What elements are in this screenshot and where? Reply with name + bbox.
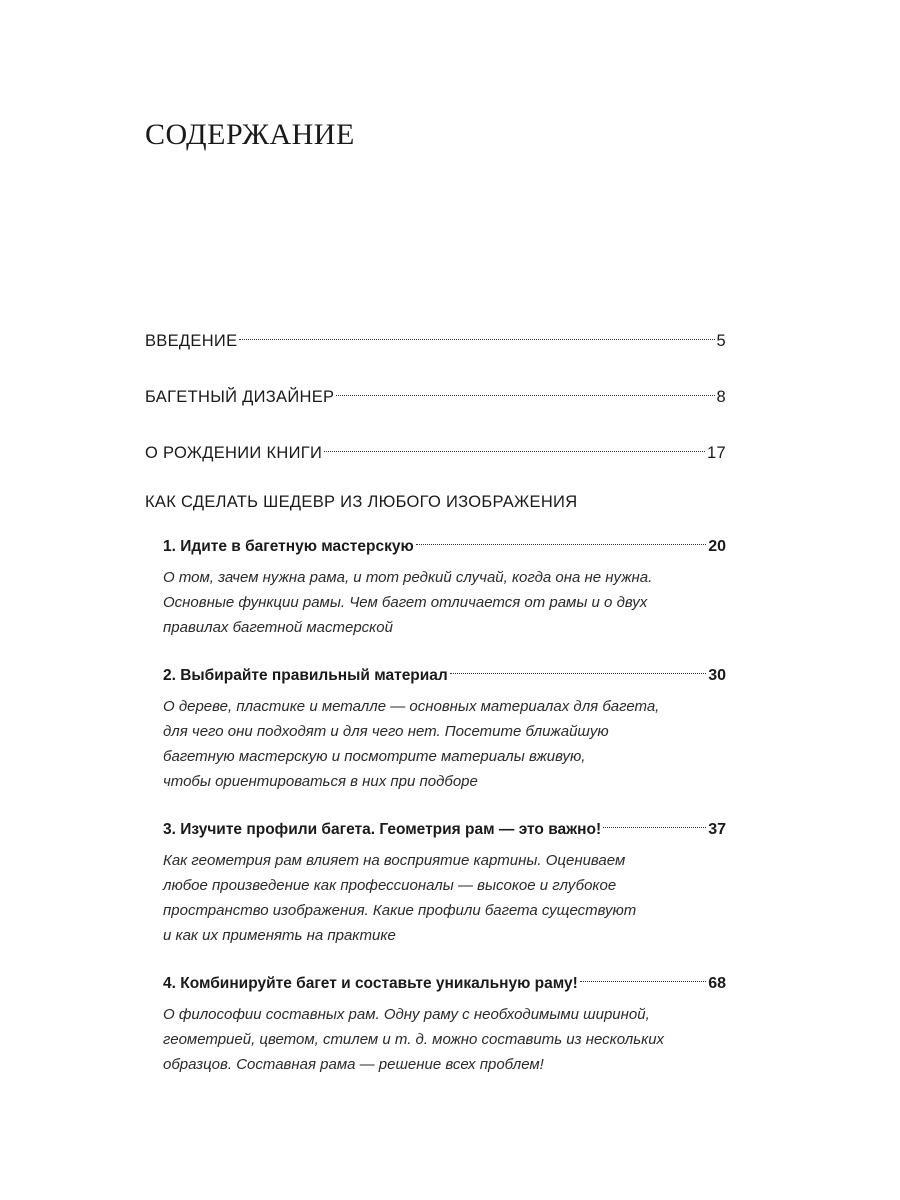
chapter-2 <box>163 656 726 794</box>
description-line: пространство изображения. Какие профили багета существуют <box>163 902 637 919</box>
toc-entry-label: БАГЕТНЫЙ ДИЗАЙНЕР <box>145 388 335 406</box>
chapter-title-row[interactable] <box>163 527 726 559</box>
description-line: правилах багетной мастерской <box>163 619 393 636</box>
chapter-page-number: 30 <box>708 667 726 684</box>
dot-leader <box>580 964 706 988</box>
toc-entry-label: О РОЖДЕНИИ КНИГИ <box>145 444 323 462</box>
toc-entry-book-birth[interactable] <box>145 434 726 465</box>
toc-entry-introduction[interactable] <box>145 322 726 353</box>
description-line: Основные функции рамы. Чем багет отличается от рамы и о двух <box>163 594 648 611</box>
description-line: О философии составных рам. Одну раму с необходимыми шириной, <box>163 1006 650 1023</box>
section-heading: КАК СДЕЛАТЬ ШЕДЕВР ИЗ ЛЮБОГО ИЗОБРАЖЕНИЯ <box>145 493 578 511</box>
dot-leader <box>336 378 714 402</box>
table-of-contents <box>145 322 726 1093</box>
chapter-list <box>163 527 726 1077</box>
description-line: геометрией, цветом, стилем и т. д. можно составить из нескольких <box>163 1031 665 1048</box>
toc-entry-label: ВВЕДЕНИЕ <box>145 332 238 350</box>
chapter-title-row[interactable] <box>163 656 726 688</box>
description-line: О том, зачем нужна рама, и тот редкий случай, когда она не нужна. <box>163 569 653 586</box>
description-line: образцов. Составная рама — решение всех проблем! <box>163 1056 544 1073</box>
description-line: для чего они подходят и для чего нет. Посетите ближайшую <box>163 723 609 740</box>
description-line: багетную мастерскую и посмотрите материалы вживую, <box>163 748 586 765</box>
dot-leader <box>239 322 714 346</box>
chapter-page-number: 68 <box>708 975 726 992</box>
chapter-title: 1. Идите в багетную мастерскую <box>163 538 414 555</box>
chapter-1 <box>163 527 726 640</box>
toc-entry-page-number: 5 <box>716 332 726 350</box>
chapter-description <box>163 848 726 948</box>
dot-leader <box>450 656 706 680</box>
chapter-4 <box>163 964 726 1077</box>
description-line: и как их применять на практике <box>163 927 396 944</box>
description-line: любое произведение как профессионалы — высокое и глубокое <box>163 877 617 894</box>
chapter-title-row[interactable] <box>163 964 726 996</box>
chapter-title: 2. Выбирайте правильный материал <box>163 667 448 684</box>
dot-leader <box>416 527 707 551</box>
chapter-page-number: 37 <box>708 821 726 838</box>
chapter-title: 3. Изучите профили багета. Геометрия рам — это важно! <box>163 821 602 838</box>
chapter-page-number: 20 <box>708 538 726 555</box>
dot-leader <box>603 810 706 834</box>
chapter-title-row[interactable] <box>163 810 726 842</box>
toc-entry-page-number: 17 <box>707 444 726 462</box>
description-line: чтобы ориентироваться в них при подборе <box>163 773 478 790</box>
chapter-3 <box>163 810 726 948</box>
chapter-description <box>163 1002 726 1077</box>
page-title: СОДЕРЖАНИЕ <box>145 118 355 151</box>
description-line: Как геометрия рам влияет на восприятие картины. Оцениваем <box>163 852 626 869</box>
toc-entry-page-number: 8 <box>716 388 726 406</box>
chapter-title: 4. Комбинируйте багет и составьте уникальную раму! <box>163 975 578 992</box>
description-line: О дереве, пластике и металле — основных материалах для багета, <box>163 698 660 715</box>
chapter-description <box>163 565 726 640</box>
dot-leader <box>324 434 705 458</box>
chapter-description <box>163 694 726 794</box>
toc-entry-baguette-designer[interactable] <box>145 378 726 409</box>
